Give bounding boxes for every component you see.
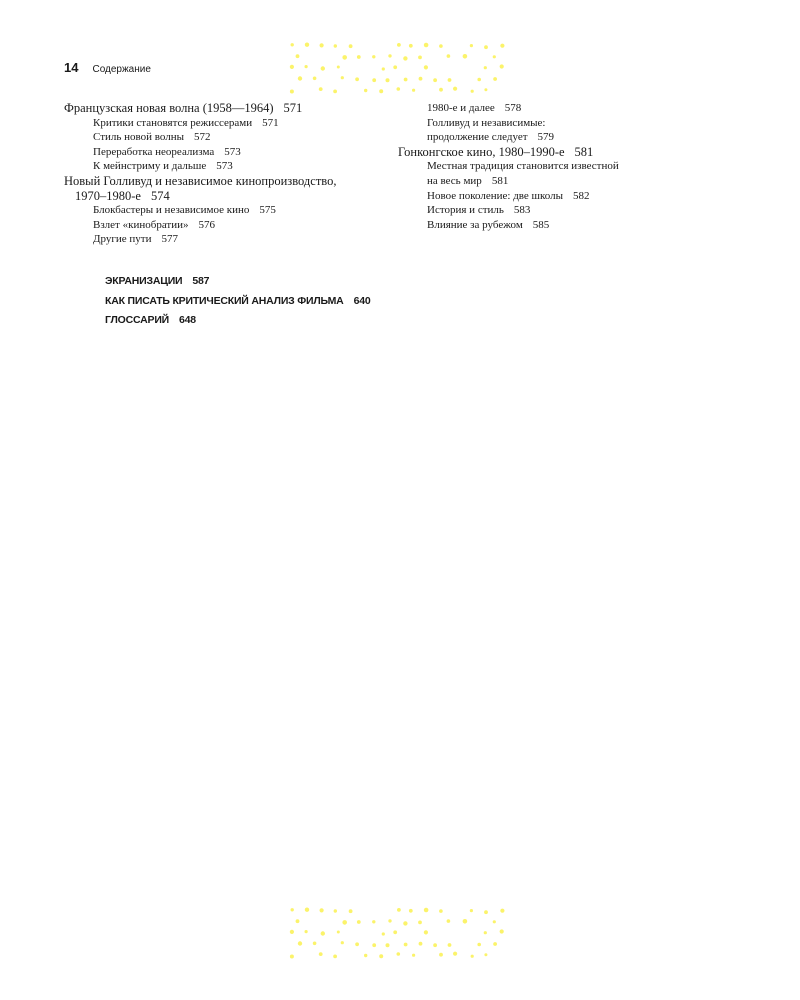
ornament-dot bbox=[424, 65, 428, 69]
ornament-dot bbox=[305, 908, 309, 912]
ornament-dot bbox=[342, 55, 347, 60]
ornament-dot bbox=[291, 908, 294, 911]
ornament-dot bbox=[470, 909, 473, 912]
toc-entry-page: 582 bbox=[573, 189, 590, 202]
toc-entry-title: К мейнстриму и дальше bbox=[93, 160, 207, 173]
ornament-dot bbox=[357, 55, 361, 59]
toc-entry-page: 572 bbox=[194, 131, 211, 144]
ornament-dot bbox=[404, 943, 408, 947]
ornament-dot bbox=[493, 920, 496, 923]
page-header bbox=[64, 60, 151, 75]
ornament-dot bbox=[379, 954, 383, 958]
ornament-dot bbox=[337, 66, 340, 69]
ornament-dot bbox=[313, 77, 317, 81]
toc-entry-title: Взлет «кинобратии» bbox=[93, 218, 189, 231]
ornament-dot bbox=[424, 43, 429, 48]
toc-entry-title: Другие пути bbox=[93, 233, 152, 246]
page-number: 14 bbox=[64, 60, 79, 75]
ornament-dot bbox=[470, 44, 473, 47]
ornament-dot bbox=[484, 931, 487, 934]
toc-entry-page: 571 bbox=[262, 116, 279, 129]
ornament-dot bbox=[397, 908, 401, 912]
toc-entry-title: История и стиль bbox=[427, 204, 504, 217]
ornament-dot bbox=[477, 943, 481, 947]
toc-entry-page: 581 bbox=[491, 174, 509, 187]
ornament-dot bbox=[296, 919, 300, 923]
ornament-dot bbox=[305, 43, 309, 47]
ornament-dot bbox=[382, 932, 385, 935]
toc-entry-page: 573 bbox=[216, 160, 233, 173]
toc-entry bbox=[64, 189, 364, 204]
toc-entry bbox=[398, 130, 658, 145]
toc-entry-title: Гонконгское кино, 1980–1990-е bbox=[398, 144, 565, 159]
ornament-dot bbox=[290, 930, 294, 934]
toc-entry bbox=[64, 174, 364, 189]
toc-entry-page: 581 bbox=[574, 144, 594, 159]
ornament-dot bbox=[298, 76, 302, 80]
ornament-dot bbox=[388, 919, 391, 922]
toc-section bbox=[105, 311, 370, 331]
ornament-dot bbox=[319, 952, 323, 956]
toc-section-title: КАК ПИСАТЬ КРИТИЧЕСКИЙ АНАЛИЗ ФИЛЬМА bbox=[105, 294, 344, 307]
toc-entry-title: Местная традиция становится известной bbox=[427, 160, 619, 173]
toc-entry bbox=[398, 159, 658, 174]
ornament-dot bbox=[484, 88, 487, 91]
ornament-dot bbox=[397, 43, 401, 47]
ornament-dot bbox=[439, 44, 443, 48]
ornament-dot bbox=[453, 87, 457, 91]
toc-section bbox=[105, 272, 370, 292]
toc-entry bbox=[398, 145, 658, 160]
toc-entry bbox=[64, 116, 364, 131]
ornament-dot bbox=[305, 65, 308, 68]
ornament-dot bbox=[349, 44, 353, 48]
ornament-dot bbox=[500, 44, 504, 48]
bottom-dots-ornament bbox=[286, 906, 512, 960]
ornament-dot bbox=[493, 77, 497, 81]
ornament-dot bbox=[409, 909, 413, 913]
ornament-dot bbox=[424, 930, 428, 934]
toc-section-page: 640 bbox=[353, 294, 371, 307]
toc-right-column bbox=[398, 101, 658, 232]
toc-entry-page: 577 bbox=[161, 233, 178, 246]
toc-entry bbox=[64, 159, 364, 174]
toc-entry-title: Стиль новой волны bbox=[93, 131, 185, 144]
ornament-dot bbox=[321, 931, 325, 935]
toc-entry-page: 571 bbox=[283, 101, 303, 115]
ornament-dot bbox=[433, 78, 437, 82]
ornament-dot bbox=[404, 78, 408, 82]
ornament-dot bbox=[290, 955, 294, 959]
toc-entry-title: 1980-е и далее bbox=[427, 102, 495, 114]
ornament-dot bbox=[493, 942, 497, 946]
ornament-dot bbox=[418, 56, 422, 60]
toc-entry-page: 574 bbox=[150, 188, 170, 203]
ornament-dot bbox=[463, 919, 468, 924]
toc-entry-page: 576 bbox=[198, 218, 216, 231]
toc-entry-title: 1970–1980-е bbox=[75, 188, 141, 203]
toc-entry bbox=[398, 174, 658, 189]
toc-entry bbox=[398, 218, 658, 233]
ornament-dot bbox=[319, 87, 323, 91]
ornament-dot bbox=[403, 921, 407, 925]
ornament-dot bbox=[372, 943, 376, 947]
ornament-dot bbox=[357, 920, 361, 924]
ornament-dot bbox=[379, 89, 383, 93]
ornament-dot bbox=[397, 952, 401, 956]
top-dots-ornament bbox=[286, 41, 512, 95]
ornament-dot bbox=[364, 89, 367, 92]
toc-entry bbox=[64, 218, 364, 233]
toc-entry bbox=[64, 101, 364, 116]
ornament-dot bbox=[439, 909, 443, 913]
toc-entry-page: 578 bbox=[504, 102, 522, 114]
ornament-dot bbox=[372, 55, 375, 58]
toc-entry bbox=[398, 116, 658, 131]
ornament-dot bbox=[448, 943, 452, 947]
ornament-dot bbox=[342, 920, 347, 925]
ornament-dot bbox=[290, 65, 294, 69]
ornament-dot bbox=[386, 78, 390, 82]
ornament-dot bbox=[403, 56, 407, 60]
ornament-dot bbox=[333, 955, 337, 959]
toc-entry-page: 583 bbox=[513, 204, 531, 217]
ornament-dot bbox=[313, 942, 317, 946]
ornament-dot bbox=[372, 920, 375, 923]
toc-entry-title: Блокбастеры и независимое кино bbox=[93, 204, 250, 217]
ornament-dot bbox=[484, 953, 487, 956]
toc-entry bbox=[398, 189, 658, 204]
ornament-dot bbox=[412, 954, 415, 957]
toc-entry-title: Новый Голливуд и независимое кинопроизводство, bbox=[64, 173, 337, 188]
toc-sections bbox=[105, 272, 370, 331]
ornament-dot bbox=[447, 919, 451, 923]
running-title: Содержание bbox=[92, 64, 151, 75]
ornament-dot bbox=[388, 54, 391, 57]
ornament-dot bbox=[424, 908, 429, 913]
toc-entry-title: Новое поколение: две школы bbox=[427, 189, 564, 202]
toc-entry bbox=[398, 101, 658, 116]
toc-section-page: 648 bbox=[179, 314, 196, 326]
toc-entry-page: 585 bbox=[532, 218, 550, 231]
ornament-dot bbox=[471, 90, 474, 93]
ornament-dot bbox=[484, 45, 488, 49]
toc-section bbox=[105, 292, 370, 312]
ornament-dot bbox=[493, 55, 496, 58]
toc-entry-page: 575 bbox=[259, 204, 276, 217]
ornament-dot bbox=[500, 909, 504, 913]
ornament-dot bbox=[341, 76, 344, 79]
ornament-dot bbox=[291, 43, 294, 46]
ornament-dot bbox=[484, 66, 487, 69]
ornament-dot bbox=[334, 44, 337, 47]
toc-entry-title: Голливуд и независимые: bbox=[427, 116, 546, 129]
toc-section-page: 587 bbox=[192, 275, 210, 287]
ornament-dot bbox=[290, 90, 294, 94]
toc-section-title: ГЛОССАРИЙ bbox=[105, 314, 170, 326]
toc-section-title: ЭКРАНИЗАЦИИ bbox=[105, 275, 183, 287]
toc-entry bbox=[398, 203, 658, 218]
toc-entry-page: 579 bbox=[537, 131, 555, 144]
ornament-dot bbox=[382, 67, 385, 70]
ornament-dot bbox=[500, 64, 504, 68]
toc-entry-title: на весь мир bbox=[427, 174, 482, 187]
ornament-dot bbox=[333, 90, 337, 94]
ornament-dot bbox=[500, 929, 504, 933]
toc-entry-title: Критики становятся режиссерами bbox=[93, 116, 253, 129]
ornament-dot bbox=[298, 941, 302, 945]
ornament-dot bbox=[321, 66, 325, 70]
toc-entry bbox=[64, 130, 364, 145]
ornament-dot bbox=[439, 953, 443, 957]
ornament-dot bbox=[364, 954, 367, 957]
toc-entry-title: Переработка неореализма bbox=[93, 145, 215, 158]
toc-entry-page: 573 bbox=[224, 145, 241, 158]
ornament-dot bbox=[386, 943, 390, 947]
ornament-dot bbox=[412, 89, 415, 92]
toc-entry-title: продолжение следует bbox=[427, 131, 528, 144]
ornament-dot bbox=[433, 943, 437, 947]
ornament-dot bbox=[439, 88, 443, 92]
ornament-dot bbox=[349, 909, 353, 913]
ornament-dot bbox=[397, 87, 401, 91]
ornament-dot bbox=[337, 931, 340, 934]
ornament-dot bbox=[418, 921, 422, 925]
ornament-dot bbox=[341, 941, 344, 944]
ornament-dot bbox=[393, 65, 397, 69]
ornament-dot bbox=[419, 77, 423, 81]
ornament-dot bbox=[393, 930, 397, 934]
ornament-dot bbox=[296, 54, 300, 58]
ornament-dot bbox=[453, 952, 457, 956]
ornament-dot bbox=[372, 78, 376, 82]
toc-entry bbox=[64, 145, 364, 160]
toc-entry-title: Влияние за рубежом bbox=[427, 218, 523, 231]
ornament-dot bbox=[447, 54, 451, 58]
toc-entry bbox=[64, 232, 364, 247]
ornament-dot bbox=[355, 77, 359, 81]
ornament-dot bbox=[484, 910, 488, 914]
toc-entry-title: Французская новая волна (1958—1964) bbox=[64, 101, 274, 115]
ornament-dot bbox=[477, 78, 481, 82]
ornament-dot bbox=[419, 942, 423, 946]
ornament-dot bbox=[334, 909, 337, 912]
ornament-dot bbox=[448, 78, 452, 82]
ornament-dot bbox=[471, 955, 474, 958]
ornament-dot bbox=[320, 43, 324, 47]
ornament-dot bbox=[305, 930, 308, 933]
ornament-dot bbox=[355, 942, 359, 946]
ornament-dot bbox=[409, 44, 413, 48]
ornament-dot bbox=[320, 908, 324, 912]
toc-left-column bbox=[64, 101, 364, 247]
ornament-dot bbox=[463, 54, 468, 59]
toc-entry bbox=[64, 203, 364, 218]
